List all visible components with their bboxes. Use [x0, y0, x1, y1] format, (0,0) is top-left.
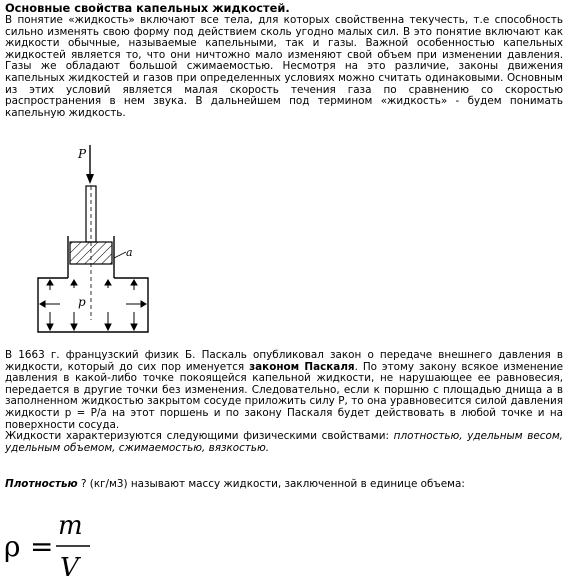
pascal-paragraph: [5, 350, 563, 431]
piston-label: a: [126, 246, 133, 259]
density-definition: [5, 478, 563, 490]
formula-equals: =: [30, 530, 54, 563]
formula-rho: ρ: [4, 530, 21, 563]
pascal-piston-figure: [30, 140, 160, 340]
density-term: Плотностью: [5, 478, 78, 490]
force-label: P: [78, 147, 87, 161]
properties-intro: Жидкости характеризуются следующими физическими свойствами:: [5, 430, 394, 443]
density-symbol-units: ? (кг/м3): [77, 478, 128, 490]
document-page: [5, 0, 563, 119]
pressure-arrows: [40, 280, 146, 330]
intro-paragraph: В понятие «жидкость» включают все тела, для которых свойственна текучесть, т.е способность сильно изменять свою форму под действием сколь угодно малых сил. В это понятие включают как жидкости обычные, называемые капельными, так и газы. Важной особенностью капельных жидкостей является то, что они ничтожно мало изменяют свой объем при изменении давления. Газы же обладают большой сжимаемостью. Несмотря на это различие, законы движения капельных жидкостей и газов при определенных условиях можно считать одинаковыми. Основным из этих условий является малая скорость течения газа по сравнению со скоростью распространения в нем звука. В дальнейшем под термином «жидкость» - будем понимать капельную жидкость.: [5, 14, 563, 119]
pressure-label: p: [78, 295, 86, 309]
force-arrow-head: [86, 174, 94, 184]
pascal-text-end: . По этому закону всякое изменение давления в какой-либо точке покоящейся капельной жидкости, не нарушающее ее равновесия, передается в другие точки без изменения. Следовательно, если к поршню с площадью днища a в заполненном жидкостью закрытом сосуде приложить силу P, то она уравновесится силой давления жидкости p = P/a на этот поршень и по закону Паскаля будет действовать в любой точке и на поверхности сосуда.: [5, 360, 563, 431]
pascal-text-start: В 1663 г. французский физик Б. Паскаль опубликовал закон о передаче внешнего давления в жидкости, который до сих пор именуется: [5, 349, 563, 373]
density-text: называют массу жидкости, заключенной в единице объема:: [127, 478, 465, 490]
pascal-section: [5, 350, 563, 454]
density-formula: [2, 508, 122, 580]
piston: [70, 242, 112, 264]
formula-numerator: m: [58, 511, 83, 541]
formula-denominator: V: [60, 553, 79, 580]
pascal-law-name: законом Паскаля: [249, 360, 355, 373]
section-title: Основные свойства капельных жидкостей.: [5, 1, 290, 15]
properties-paragraph: [5, 431, 563, 454]
properties-list: плотностью, удельным весом, удельным объемом, сжимаемостью, вязкостью.: [5, 430, 563, 454]
